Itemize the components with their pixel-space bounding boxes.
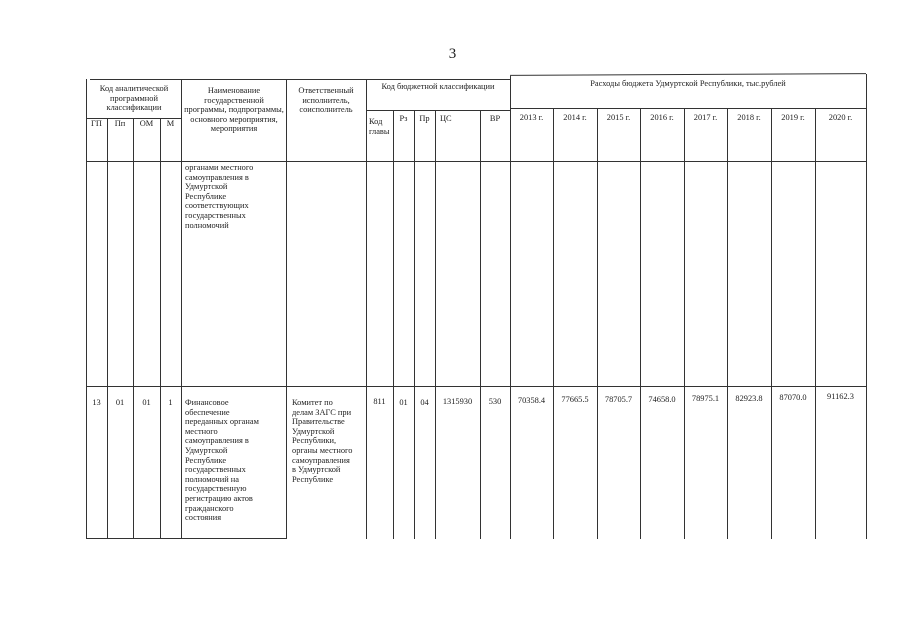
header-year-2015: 2015 г. bbox=[606, 113, 631, 122]
col-rule-2014 bbox=[553, 108, 554, 539]
continuation-name-line: органами местного bbox=[185, 163, 254, 172]
header-year-2017: 2017 г. bbox=[693, 113, 718, 122]
row-value-2017: 78975.1 bbox=[691, 394, 720, 403]
header-year-2014: 2014 г. bbox=[563, 113, 587, 122]
row-m: 1 bbox=[168, 398, 173, 407]
row-responsible-line: делам ЗАГС при bbox=[292, 407, 352, 417]
row-responsible-line: самоуправления bbox=[292, 455, 350, 465]
header-bottom-rule bbox=[86, 161, 867, 162]
row-cs: 1315930 bbox=[442, 397, 473, 406]
row-value-2018: 82923.8 bbox=[735, 394, 763, 403]
row-responsible-line: в Удмуртской bbox=[292, 465, 341, 475]
row-om: 01 bbox=[142, 398, 151, 407]
col-rule-right-edge bbox=[866, 74, 867, 539]
row-pp: 01 bbox=[115, 398, 125, 407]
header-col-vr: ВР bbox=[489, 114, 501, 123]
continuation-name-line: Удмуртской bbox=[185, 182, 228, 192]
col-rule-pp bbox=[107, 118, 108, 539]
row-value-2020: 91162.3 bbox=[827, 392, 854, 401]
col-rule-2013 bbox=[510, 76, 511, 539]
header-analytic-code: Код аналитической программной классификации bbox=[99, 84, 169, 113]
header-expenses: Расходы бюджета Удмуртской Республики, тыс.рублей bbox=[590, 79, 786, 88]
row-name-line: самоуправления в bbox=[185, 436, 249, 446]
col-rule-2017 bbox=[684, 108, 685, 539]
row-name-line: гражданского bbox=[185, 503, 234, 513]
col-rule-m bbox=[160, 118, 161, 539]
header-col-pp: Пп bbox=[114, 119, 126, 128]
row-name-line: переданных органам bbox=[185, 417, 259, 427]
header-col-cs: ЦС bbox=[440, 114, 452, 123]
row-name-line: полномочий на bbox=[185, 474, 239, 484]
row-rz: 01 bbox=[399, 398, 408, 407]
col-rule-2019 bbox=[771, 108, 772, 539]
row-name-line: состояния bbox=[185, 513, 222, 523]
row-responsible-line: Удмуртской bbox=[292, 426, 335, 436]
row-name-line: Республике bbox=[185, 455, 227, 465]
continuation-name-line: полномочий bbox=[185, 220, 229, 230]
col-rule-left-edge bbox=[86, 79, 87, 539]
col-rule-2018 bbox=[727, 108, 728, 539]
row-responsible-line: Республике bbox=[292, 474, 334, 484]
row-value-2014: 77665.5 bbox=[561, 395, 589, 404]
row-name-line: обеспечение bbox=[185, 407, 230, 417]
row-glava: 811 bbox=[373, 397, 386, 406]
header-year-2019: 2019 г. bbox=[781, 113, 805, 122]
row-name-line: государственных bbox=[185, 465, 246, 475]
header-col-gp: ГП bbox=[91, 119, 102, 128]
col-rule-glava bbox=[366, 79, 367, 539]
row-value-2016: 74658.0 bbox=[648, 395, 676, 404]
row-responsible-line: Республики, bbox=[292, 436, 337, 446]
data-row-top-rule bbox=[86, 386, 867, 387]
table-top-border bbox=[90, 79, 510, 80]
col-rule-rz bbox=[393, 110, 394, 539]
row-name-line: Удмуртской bbox=[185, 445, 228, 455]
header-budget-code: Код бюджетной классификации bbox=[381, 82, 495, 91]
row-responsible-line: Комитет по bbox=[292, 398, 333, 407]
row-responsible-line: Правительстве bbox=[292, 417, 345, 427]
col-rule-2020 bbox=[815, 108, 816, 539]
header-year-2018: 2018 г. bbox=[737, 113, 761, 122]
header-col-om: ОМ bbox=[139, 119, 154, 128]
row-responsible-cell bbox=[292, 398, 364, 484]
header-col-pr: Пр bbox=[419, 114, 430, 123]
header-responsible: Ответственный исполнитель, соисполнитель bbox=[298, 86, 354, 115]
row-vr: 530 bbox=[488, 397, 502, 406]
col-rule-om bbox=[133, 118, 134, 539]
col-rule-2015 bbox=[597, 108, 598, 539]
continuation-name-line: соответствующих bbox=[185, 201, 249, 211]
page-number: 3 bbox=[448, 46, 457, 62]
table-bottom-border bbox=[86, 538, 286, 539]
years-subheader-rule bbox=[510, 108, 866, 109]
header-year-2013: 2013 г. bbox=[519, 113, 544, 122]
row-name-line: местного bbox=[185, 426, 218, 436]
col-rule-responsible bbox=[286, 79, 287, 539]
row-name-cell bbox=[185, 398, 283, 523]
row-responsible-line: органы местного bbox=[292, 445, 353, 455]
row-pr: 04 bbox=[420, 398, 429, 407]
continuation-name-line: государственных bbox=[185, 210, 246, 220]
col-rule-pr bbox=[414, 110, 415, 539]
col-rule-2016 bbox=[640, 108, 641, 539]
continuation-name-line: самоуправления в bbox=[185, 172, 249, 182]
col-rule-name bbox=[181, 79, 182, 539]
continuation-name-line: Республике bbox=[185, 191, 227, 201]
col-rule-cs bbox=[435, 110, 436, 539]
row-value-2019: 87070.0 bbox=[779, 393, 807, 402]
table-top-border-right bbox=[510, 73, 866, 76]
header-col-m: М bbox=[166, 119, 175, 128]
row-gp: 13 bbox=[92, 398, 101, 407]
row-name-line: регистрацию актов bbox=[185, 493, 253, 503]
row-value-2013: 70358.4 bbox=[517, 396, 546, 405]
header-col-glava: Код главы bbox=[369, 117, 390, 136]
row-name-line: государственную bbox=[185, 484, 247, 494]
continuation-name-cell bbox=[185, 163, 283, 230]
header-name: Наименование государственной программы, подпрограммы, основного мероприятия, мероприятия bbox=[184, 86, 284, 134]
header-year-2020: 2020 г. bbox=[828, 113, 853, 122]
row-name-line: Финансовое bbox=[185, 398, 229, 407]
header-year-2016: 2016 г. bbox=[650, 113, 674, 122]
col-rule-vr bbox=[480, 110, 481, 539]
row-value-2015: 78705.7 bbox=[604, 395, 633, 404]
budget-subheader-rule bbox=[366, 110, 510, 111]
header-col-rz: Рз bbox=[399, 114, 408, 123]
